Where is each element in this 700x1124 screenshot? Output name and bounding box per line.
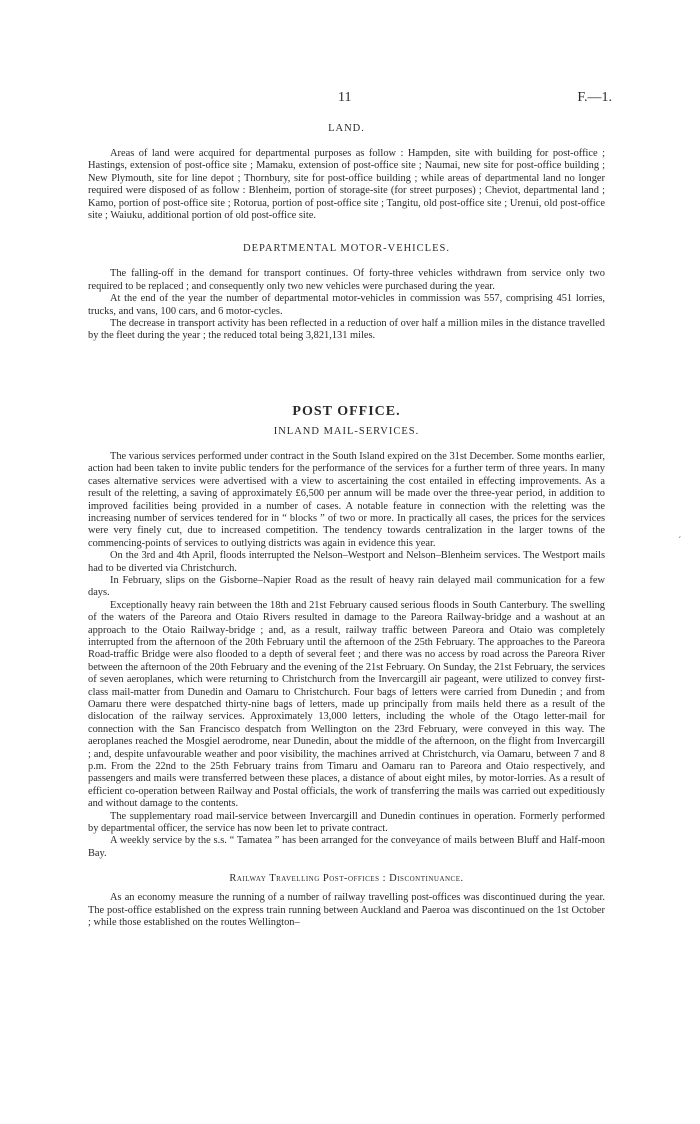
section-title-post-office: POST OFFICE. — [292, 403, 401, 419]
motor-paragraph: At the end of the year the number of departmental motor-vehicles in commission was 557, comprising 451 lorries, trucks, and vans, 100 cars, and 6 motor-cycles. — [88, 293, 605, 317]
section-heading-inland-mail-services: INLAND MAIL-SERVICES. — [273, 425, 420, 437]
section-heading-land: LAND. — [328, 123, 365, 134]
section-heading-railway-post-offices: Railway Travelling Post-offices : Discontinuance. — [229, 873, 464, 885]
motor-paragraph: The falling-off in the demand for transport continues. Of forty-three vehicles withdrawn from service only two required to be replaced ; and consequently only two new vehicles were purchased during the year. — [88, 268, 605, 292]
land-paragraph: Areas of land were acquired for departmental purposes as follow : Hampden, site with building for post-office ; Hastings, extension of post-office site ; Mamaku, extension of post-office site ; Naumai, new site for post-office building ; New Plymouth, site for line depot ; Thornbury, site for post-office building ; while areas of departmental land no longer required were disposed of as follow : Blenheim, portion of storage-site (for street purposes) ; Cheviot, departmental land ; Kamo, portion of post-office site ; Rotorua, portion of post-office site ; Tangitu, old post-office site ; Urenui, old post-office site ; Waiuku, additional portion of old post-office site. — [88, 148, 605, 222]
mail-services-paragraph: The various services performed under contract in the South Island expired on the 31st December. Some months earlier, action had been taken to invite public tenders for the performance of the services for a further term of three years. In many cases alternative services were advertised with a view to ascertaining the cost entailed in effecting improvements. As a result of the reletting, a saving of approximately £6,500 per annum will be made over the three-year period, in addition to improved facilities being provided in a number of cases. A notable feature in connection with the reletting was the increasing number of services tendered for in “ blocks ” of two or more. In practically all cases, the prices for the services were very finely cut, due to increased competition. The tendency towards centralization in the larger towns of the commencing-points of services to outlying districts was again in evidence this year. — [88, 450, 605, 549]
page-content — [88, 122, 605, 930]
mail-services-paragraph: In February, slips on the Gisborne–Napier Road as the result of heavy rain delayed mail communication for a few days. — [88, 574, 605, 599]
page-header — [88, 90, 612, 110]
page-number: 11 — [338, 90, 352, 105]
motor-paragraph: The decrease in transport activity has been reflected in a reduction of over half a million miles in the distance travelled by the fleet during the year ; the reduced total being 3,821,131 miles. — [88, 318, 605, 342]
mail-services-paragraph: On the 3rd and 4th April, floods interrupted the Nelson–Westport and Nelson–Blenheim services. The Westport mails had to be diverted via Christchurch. — [88, 550, 605, 574]
mail-services-paragraph: Exceptionally heavy rain between the 18th and 21st February caused serious floods in South Canterbury. The swelling of the waters of the Pareora and Otaio Rivers resulted in damage to the Pareora Railway-bridge and a washout at an approach to the Otaio Railway-bridge ; and, as a result, railway traffic between Pareora and Otaio was completely interrupted from the afternoon of the 20th February until the afternoon of the 25th February. The approaches to the Pareora Road-traffic Bridge were also flooded to a depth of several feet ; and there was no access by road across the Pareora River between the afternoon of the 20th February and the evening of the 21st February. On Sunday, the 21st February, the services of seven aeroplanes, which were returning to Christchurch from the Invercargill air pageant, were utilized to convey first-class mail-matter from Dunedin and Oamaru to Christchurch. Four bags of letters were carried from Dunedin ; and from Oamaru there were despatched thirty-nine bags of letters, made up principally from mails held there as a result of the dislocation of the railway services. Approximately 13,000 letters, including the whole of the Otago letter-mail for connection with the San Francisco despatch from Wellington on the 23rd February, were conveyed in this way. The aeroplanes reached the Mosgiel aerodrome, near Dunedin, about the middle of the afternoon, on the flight from Invercargill ; and, despite unfavourable weather and poor visibility, the machines arrived at Christchurch, via Oamaru, between 7 and 8 p.m. From the 22nd to the 25th February trains from Timaru and Oamaru ran to Pareora and Otaio respectively, and passengers and mails were transferred between these places, a distance of about eight miles, by motor-lorries. As a result of efficient co-operation between Railway and Postal officials, the work of transferring the mails was carried out expeditiously and without damage to the contents. — [88, 599, 605, 810]
document-reference: F.—1. — [577, 90, 612, 105]
section-heading-motor-vehicles: DEPARTMENTAL MOTOR-VEHICLES. — [243, 243, 450, 255]
mail-services-paragraph: The supplementary road mail-service between Invercargill and Dunedin continues in operation. Formerly performed by departmental officer, the service has now been let to private contract. — [88, 810, 605, 835]
railway-paragraph: As an economy measure the running of a number of railway travelling post-offices was discontinued during the year. The post-office established on the express train running between Auckland and Paeroa was discontinued on the 1st October ; while those established on the routes Wellington– — [88, 892, 605, 929]
mail-services-paragraph: A weekly service by the s.s. “ Tamatea ” has been arranged for the conveyance of mails between Bluff and Half-moon Bay. — [88, 835, 605, 859]
margin-mark: ´ — [678, 536, 682, 547]
